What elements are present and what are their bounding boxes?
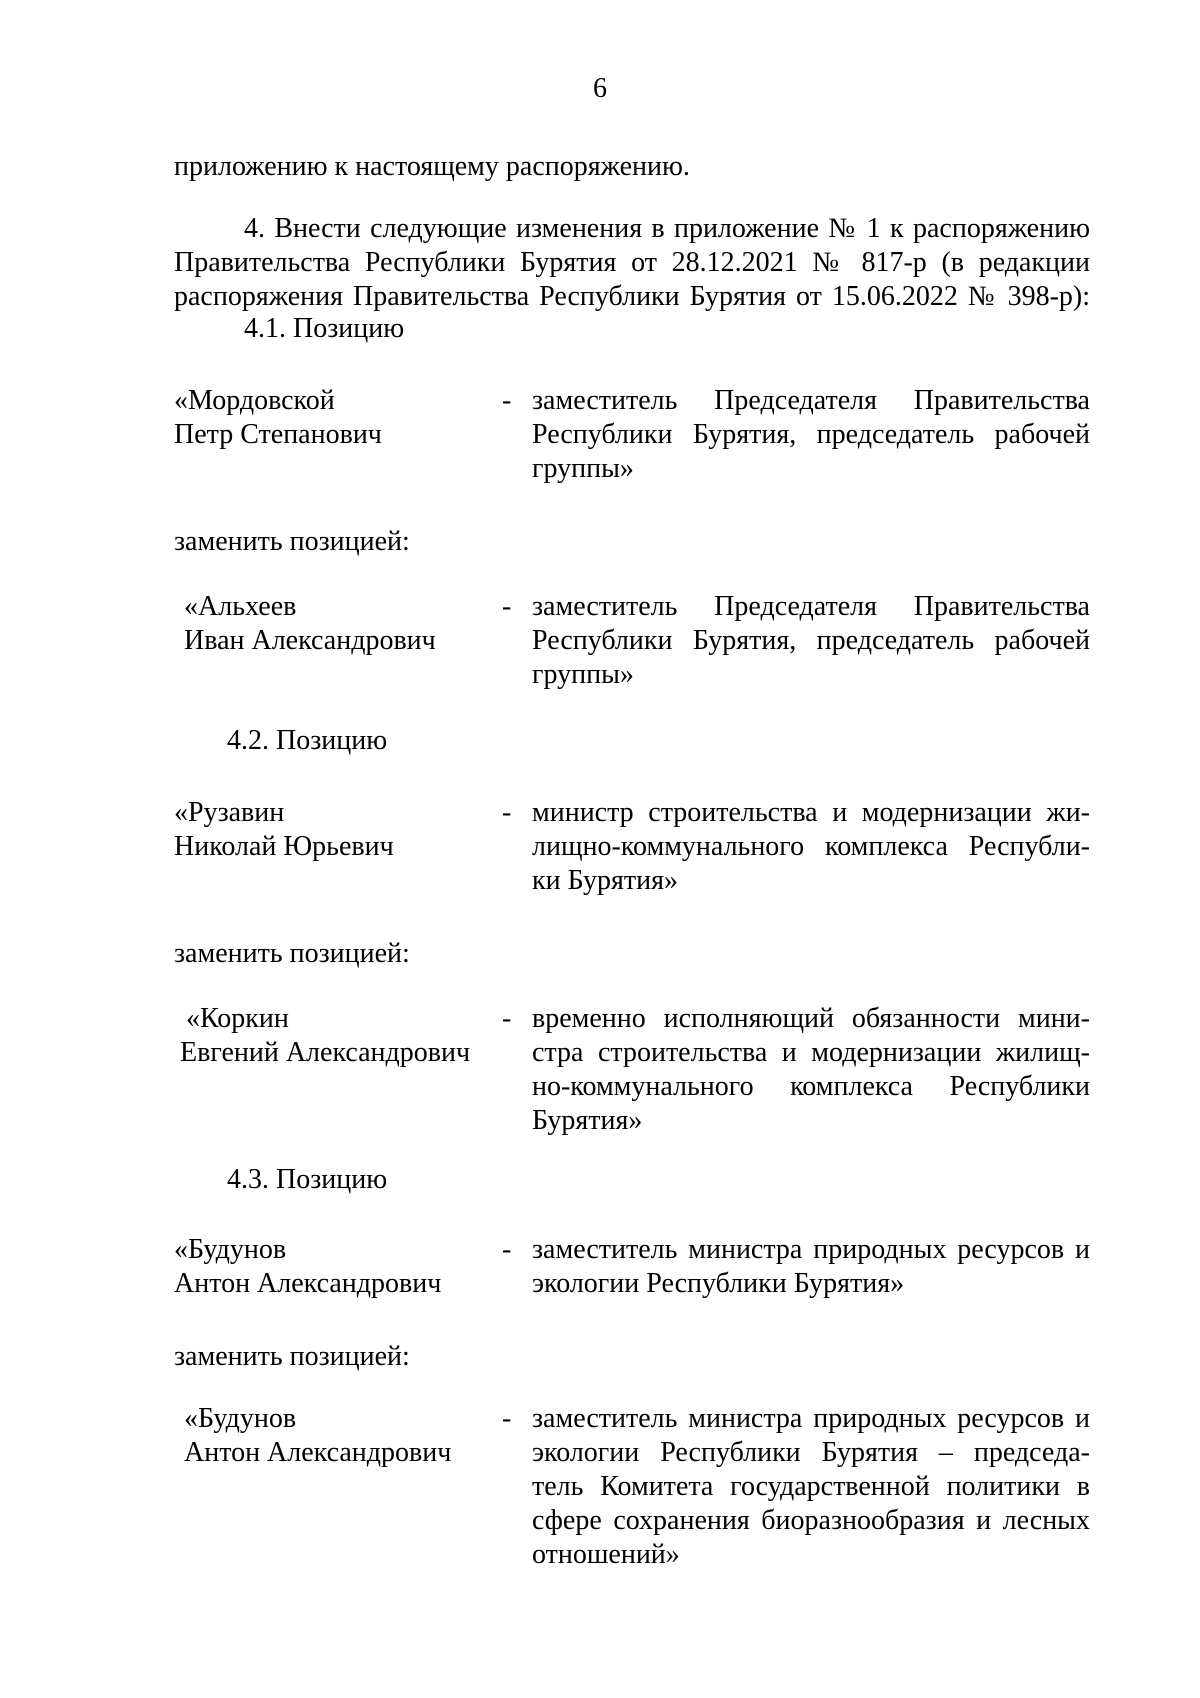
- position-description: [532, 384, 1090, 486]
- position-description: [532, 590, 1090, 692]
- person-name: [180, 1002, 500, 1070]
- person-name: [174, 796, 494, 864]
- person-given-names: Антон Александрович: [174, 1268, 442, 1299]
- position-description: [532, 1233, 1090, 1301]
- description-line: группы»: [532, 659, 634, 690]
- item-4-line: распоряжения Правительства Республики Бурятия от 15.06.2022 № 398-р):: [174, 281, 1090, 312]
- replace-label: заменить позицией:: [174, 938, 410, 969]
- person-given-names: Евгений Александрович: [180, 1037, 471, 1068]
- page-number: 6: [593, 73, 607, 104]
- item-4-line: Правительства Республики Бурятия от 28.12.2021 № 817-р (в редакции: [174, 247, 1090, 278]
- person-surname: «Будунов: [174, 1234, 287, 1265]
- person-given-names: Петр Степанович: [174, 419, 382, 450]
- description-line: сфере сохранения биоразнообразия и лесных: [532, 1505, 1090, 1536]
- description-line: временно исполняющий обязанности мини-: [532, 1003, 1090, 1034]
- description-line: министр строительства и модернизации жи-: [532, 797, 1090, 828]
- person-surname: «Рузавин: [174, 797, 285, 828]
- item-4-line: 4. Внести следующие изменения в приложение № 1 к распоряжению: [244, 213, 1090, 244]
- description-line: группы»: [532, 453, 634, 484]
- position-description: [532, 1402, 1090, 1572]
- position-description: [532, 1002, 1090, 1138]
- description-line: стра строительства и модернизации жилищ-: [532, 1037, 1090, 1068]
- intro-line: приложению к настоящему распоряжению.: [174, 151, 690, 182]
- person-name: [174, 1233, 494, 1301]
- person-name: [174, 384, 494, 452]
- dash-separator: -: [502, 1403, 512, 1434]
- dash-separator: -: [502, 591, 512, 622]
- replace-label: заменить позицией:: [174, 526, 410, 557]
- description-line: экологии Республики Бурятия»: [532, 1268, 905, 1299]
- description-line: заместитель Председателя Правительства: [532, 591, 1090, 622]
- description-line: заместитель Председателя Правительства: [532, 385, 1090, 416]
- replace-label: заменить позицией:: [174, 1341, 410, 1372]
- description-line: Бурятия»: [532, 1105, 643, 1136]
- description-line: отношений»: [532, 1539, 680, 1570]
- description-line: но-коммунального комплекса Республики: [532, 1071, 1090, 1102]
- dash-separator: -: [502, 797, 512, 828]
- person-name: [184, 590, 504, 658]
- person-name: [184, 1402, 504, 1470]
- person-surname: «Альхеев: [184, 591, 297, 622]
- dash-separator: -: [502, 1003, 512, 1034]
- description-line: Республики Бурятия, председатель рабочей: [532, 419, 1090, 450]
- description-line: лищно-коммунального комплекса Республи-: [532, 831, 1090, 862]
- person-given-names: Антон Александрович: [184, 1437, 452, 1468]
- section-heading: 4.2. Позицию: [227, 725, 388, 756]
- description-line: заместитель министра природных ресурсов и: [532, 1403, 1090, 1434]
- description-line: ки Бурятия»: [532, 865, 678, 896]
- person-surname: «Будунов: [184, 1403, 297, 1434]
- position-description: [532, 796, 1090, 898]
- section-heading: 4.3. Позицию: [227, 1164, 388, 1195]
- section-heading: 4.1. Позицию: [244, 313, 405, 344]
- dash-separator: -: [502, 385, 512, 416]
- description-line: Республики Бурятия, председатель рабочей: [532, 625, 1090, 656]
- description-line: экологии Республики Бурятия – председа-: [532, 1437, 1090, 1468]
- person-given-names: Николай Юрьевич: [174, 831, 394, 862]
- description-line: заместитель министра природных ресурсов и: [532, 1234, 1090, 1265]
- description-line: тель Комитета государственной политики в: [532, 1471, 1090, 1502]
- person-given-names: Иван Александрович: [184, 625, 436, 656]
- dash-separator: -: [502, 1234, 512, 1265]
- person-surname: «Мордовской: [174, 385, 335, 416]
- person-surname: «Коркин: [186, 1003, 289, 1034]
